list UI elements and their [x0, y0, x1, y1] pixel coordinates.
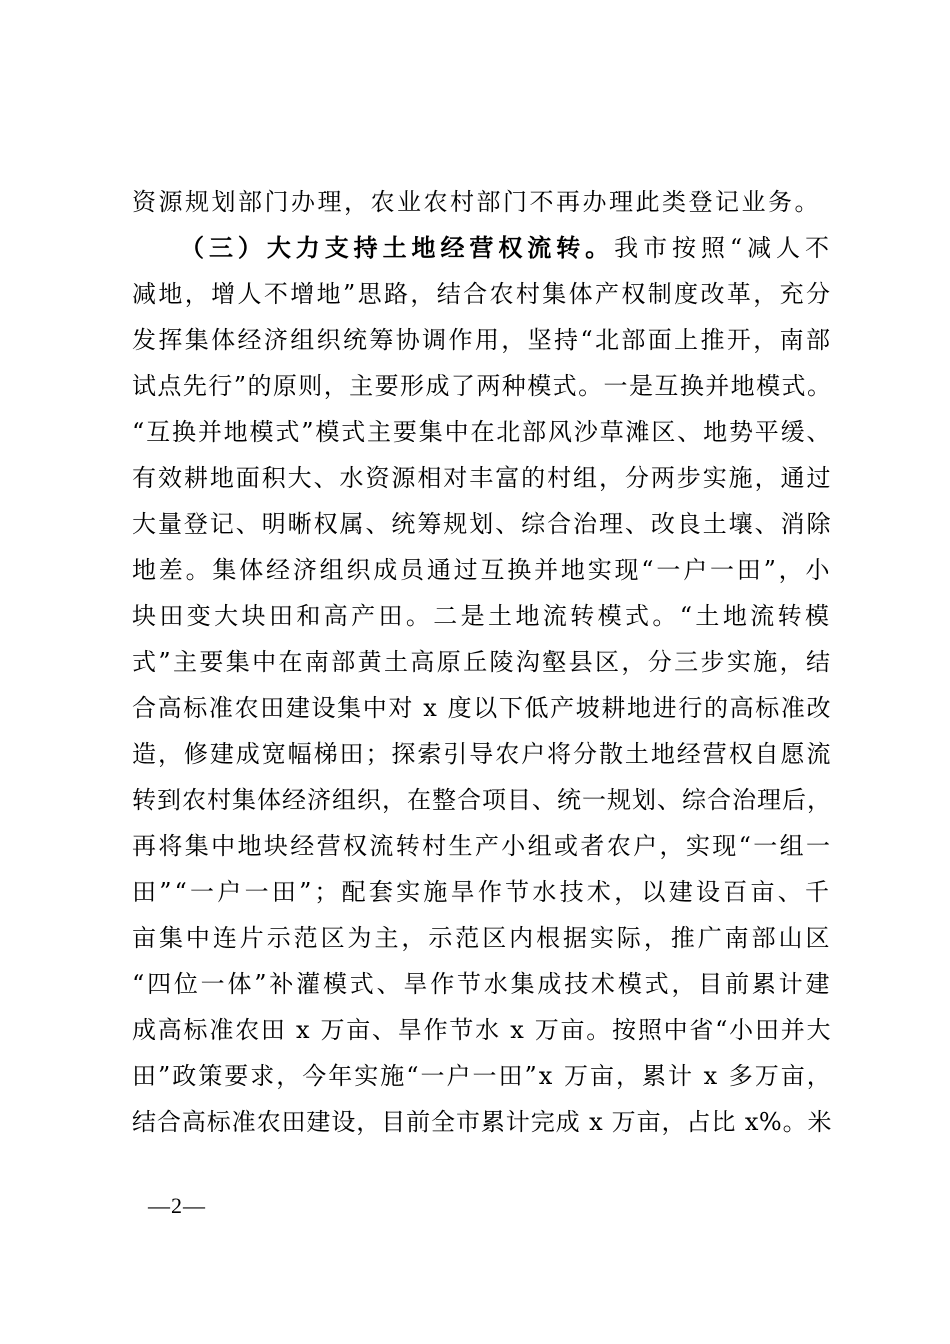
body-line: 式”主要集中在南部黄土高原丘陵沟壑县区，分三步实施，结	[132, 648, 832, 676]
page-number: —2—	[148, 1193, 206, 1218]
body-line: 合高标准农田建设集中对 x 度以下低产坡耕地进行的高标准改	[132, 694, 832, 722]
body-line: 转到农村集体经济组织，在整合项目、统一规划、综合治理后，	[132, 786, 832, 814]
body-line: 田”政策要求，今年实施“一户一田”x 万亩，累计 x 多万亩，	[132, 1062, 833, 1090]
body-line: 块田变大块田和高产田。二是土地流转模式。“土地流转模	[132, 602, 832, 630]
body-line: 田”“一户一田”；配套实施旱作节水技术，以建设百亩、千	[132, 878, 832, 906]
body-line: 资源规划部门办理，农业农村部门不再办理此类登记业务。	[132, 188, 821, 216]
body-line: 地差。集体经济组织成员通过互换并地实现“一户一田”，小	[132, 556, 832, 584]
body-line: 结合高标准农田建设，目前全市累计完成 x 万亩，占比 x%。米	[132, 1108, 832, 1136]
body-line: 大量登记、明晰权属、统筹规划、综合治理、改良土壤、消除	[132, 510, 832, 538]
body-line: 有效耕地面积大、水资源相对丰富的村组，分两步实施，通过	[132, 464, 832, 492]
body-line: 减地，增人不增地”思路，结合农村集体产权制度改革，充分	[132, 280, 832, 308]
body-line: 成高标准农田 x 万亩、旱作节水 x 万亩。按照中省“小田并大	[132, 1016, 832, 1044]
body-line: 造，修建成宽幅梯田；探索引导农户将分散土地经营权自愿流	[132, 740, 832, 768]
body-line: 试点先行”的原则，主要形成了两种模式。一是互换并地模式。	[132, 372, 832, 400]
section-intro: 我市按照“减人不	[614, 234, 833, 262]
body-line: “互换并地模式”模式主要集中在北部风沙草滩区、地势平缓、	[132, 418, 832, 446]
body-line: “四位一体”补灌模式、旱作节水集成技术模式，目前累计建	[132, 970, 832, 998]
body-line: 亩集中连片示范区为主，示范区内根据实际，推广南部山区	[132, 924, 832, 952]
section-heading: （三）大力支持土地经营权流转。	[180, 233, 615, 262]
section-heading-line	[180, 228, 832, 268]
body-line: 发挥集体经济组织统筹协调作用，坚持“北部面上推开，南部	[132, 326, 832, 354]
body-line: 再将集中地块经营权流转村生产小组或者农户，实现“一组一	[132, 832, 832, 860]
